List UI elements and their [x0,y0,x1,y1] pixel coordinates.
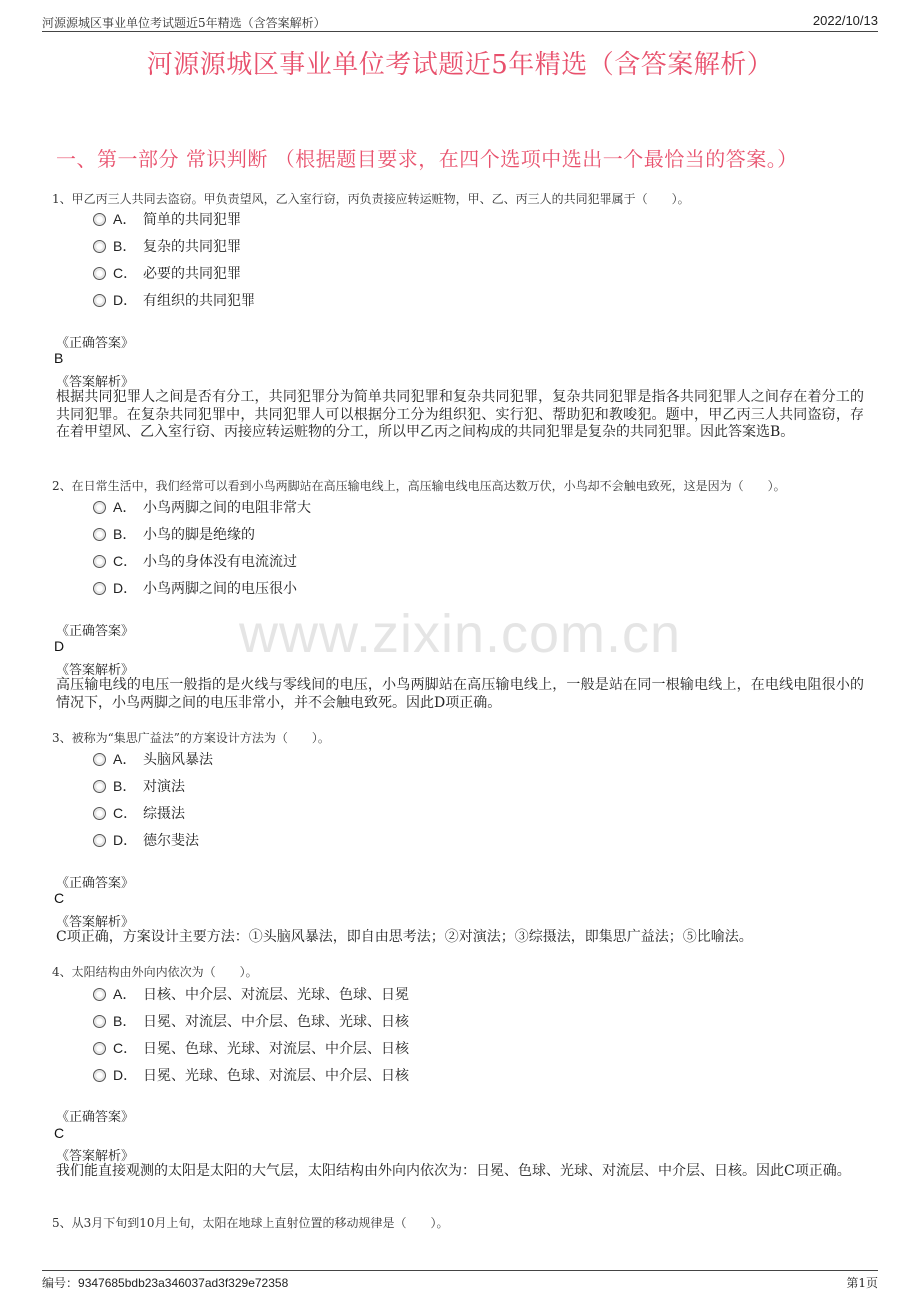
page-footer [42,1270,878,1290]
option-letter: C． [113,265,138,281]
analysis-label: 《答案解析》 [56,915,135,930]
correct-answer-3: C [54,890,65,906]
radio-icon[interactable] [93,213,106,226]
radio-icon[interactable] [93,501,106,514]
analysis-label: 《答案解析》 [56,375,135,390]
option-letter: C． [113,1040,138,1056]
radio-icon[interactable] [93,780,106,793]
correct-answer-1: B [54,350,64,366]
option-letter: B． [113,526,137,542]
section-heading: 一、第一部分 常识判断 （根据题目要求，在四个选项中选出一个最恰当的答案。） [56,147,798,171]
option-letter: B． [113,238,137,254]
question-stem-3: 3、被称为“集思广益法”的方案设计方法为（ ）。 [52,731,330,745]
option-letter: D． [113,580,138,596]
analysis-text-4: 我们能直接观测的太阳是太阳的大气层，太阳结构由外向内依次为：日冕、色球、光球、对流层、中介层、日核。因此C项正确。 [56,1163,851,1179]
option-text: 小鸟的身体没有电流流过 [143,554,297,570]
radio-icon[interactable] [93,267,106,280]
option-letter: D． [113,292,138,308]
radio-icon[interactable] [93,582,106,595]
option-text: 小鸟的脚是绝缘的 [143,527,255,543]
option-text: 综摄法 [143,806,185,822]
correct-answer-label: 《正确答案》 [56,1110,135,1125]
page-number: 第1页 [846,1276,878,1290]
option-text: 小鸟两脚之间的电阻非常大 [143,500,311,516]
option-text: 必要的共同犯罪 [143,266,241,282]
option-letter: B． [113,778,137,794]
watermark: www.zixin.com.cn [238,604,682,664]
document-title: 河源源城区事业单位考试题近5年精选（含答案解析） [146,50,774,80]
correct-answer-4: C [54,1125,65,1141]
question-stem-2: 2、在日常生活中，我们经常可以看到小鸟两脚站在高压输电线上，高压输电线电压高达数万伏，小鸟却不会触电致死，这是因为（ ）。 [52,479,786,493]
analysis-text-1: 根据共同犯罪人之间是否有分工，共同犯罪分为简单共同犯罪和复杂共同犯罪，复杂共同犯罪是指各共同犯罪人之间存在着分工的共同犯罪。在复杂共同犯罪中，共同犯罪人可以根据分工分为组织犯、实行犯、帮助犯和教唆犯。题中，甲乙丙三人共同盗窃，存在着甲望风、乙入室行窃、丙接应转运赃物的分工，所以甲乙丙之间构成的共同犯罪是复杂的共同犯罪。因此答案选B。 [56,389,864,440]
option-text: 日冕、光球、色球、对流层、中介层、日核 [143,1068,409,1084]
footer-id-label: 编号： [42,1276,79,1290]
analysis-text-2: 高压输电线的电压一般指的是火线与零线间的电压，小鸟两脚站在高压输电线上，一般是站在同一根输电线上，在电线电阻很小的情况下，小鸟两脚之间的电压非常小，并不会触电致死。因此D项正确。 [56,677,864,711]
option-letter: A． [113,751,137,767]
option-letter: A． [113,211,137,227]
option-text: 日冕、色球、光球、对流层、中介层、日核 [143,1041,409,1057]
option-text: 德尔斐法 [143,833,199,849]
option-text: 对演法 [143,779,185,795]
option-text: 小鸟两脚之间的电压很小 [143,581,297,597]
analysis-label: 《答案解析》 [56,663,135,678]
header-date: 2022/10/13 [812,13,878,28]
correct-answer-label: 《正确答案》 [56,336,135,351]
radio-icon[interactable] [93,555,106,568]
option-letter: A． [113,499,137,515]
option-text: 日冕、对流层、中介层、色球、光球、日核 [143,1014,409,1030]
option-text: 复杂的共同犯罪 [143,239,241,255]
option-text: 日核、中介层、对流层、光球、色球、日冕 [143,987,409,1003]
analysis-text-3: C项正确，方案设计主要方法：①头脑风暴法，即自由思考法；②对演法；③综摄法，即集思广益法；⑤比喻法。 [56,929,753,945]
option-text: 简单的共同犯罪 [143,212,241,228]
question-stem-1: 1、甲乙丙三人共同去盗窃。甲负责望风，乙入室行窃，丙负责接应转运赃物，甲、乙、丙三人的共同犯罪属于（ ）。 [52,192,690,206]
footer-id [42,1274,288,1291]
header-doc-name: 河源源城区事业单位考试题近5年精选（含答案解析） [42,16,326,30]
page-header [42,12,878,32]
option-letter: B． [113,1013,137,1029]
radio-icon[interactable] [93,294,106,307]
question-stem-5: 5、从3月下旬到10月上旬，太阳在地球上直射位置的移动规律是（ ）。 [52,1216,449,1230]
correct-answer-label: 《正确答案》 [56,624,135,639]
radio-icon[interactable] [93,240,106,253]
radio-icon[interactable] [93,1042,106,1055]
question-stem-4: 4、太阳结构由外向内依次为（ ）。 [52,965,258,979]
footer-id-value: 9347685bdb23a346037ad3f329e72358 [78,1276,289,1290]
radio-icon[interactable] [93,528,106,541]
option-letter: C． [113,553,138,569]
option-text: 有组织的共同犯罪 [143,293,255,309]
option-letter: A． [113,986,137,1002]
correct-answer-label: 《正确答案》 [56,876,135,891]
correct-answer-2: D [54,638,65,654]
radio-icon[interactable] [93,1015,106,1028]
option-letter: D． [113,1067,138,1083]
option-letter: C． [113,805,138,821]
radio-icon[interactable] [93,834,106,847]
option-letter: D． [113,832,138,848]
radio-icon[interactable] [93,807,106,820]
radio-icon[interactable] [93,753,106,766]
radio-icon[interactable] [93,1069,106,1082]
analysis-label: 《答案解析》 [56,1149,135,1164]
radio-icon[interactable] [93,988,106,1001]
option-text: 头脑风暴法 [143,752,213,768]
